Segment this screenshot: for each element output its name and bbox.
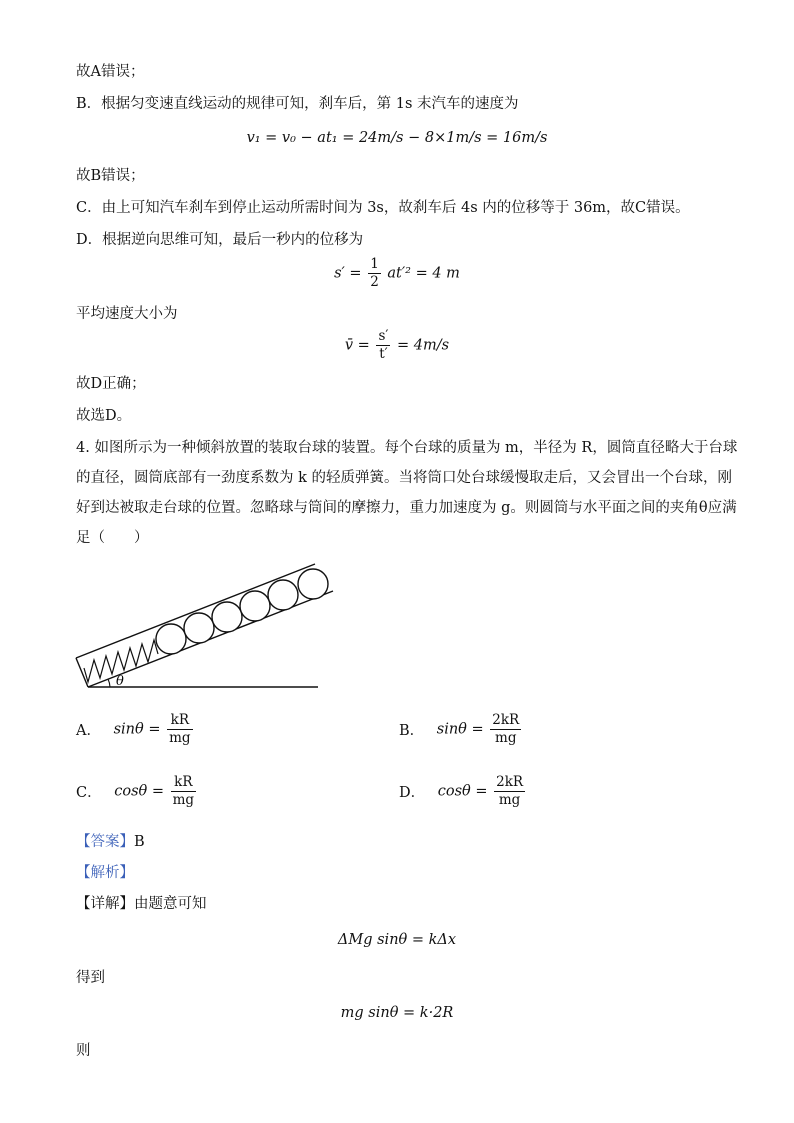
detail-tag: 【详解】 [76,896,134,912]
fraction [376,328,390,363]
question-text: 的直径，圆筒底部有一劲度系数为 k 的轻质弹簧。当将筒口处台球缓慢取走后，又会冒出一个台球，刚 [76,470,733,486]
fraction-numerator: 2kR [492,712,520,728]
text-line: C．由上可知汽车刹车到停止运动所需时间为 3s，故刹车后 4s 内的位移等于 36m，故C错误。 [76,200,690,216]
fraction-denominator: mg [172,792,195,808]
option-label: A． [76,723,101,739]
equation-force-balance [0,930,794,950]
text-line: 故B错误； [76,168,145,184]
ball [240,591,270,621]
fraction [494,774,525,809]
option-label: D． [399,785,426,801]
text-line: 故选D。 [76,408,132,424]
detail-text: 由题意可知 [134,896,207,912]
eq-right: at′² = 4 m [387,265,460,282]
option-func: sinθ = [113,721,161,738]
option-func: cosθ = [114,783,164,800]
fraction-numerator: s′ [378,328,389,344]
question-text: 4. 如图所示为一种倾斜放置的装取台球的装置。每个台球的质量为 m，半径为 R，圆筒直径略大于台球 [76,440,738,456]
equation-text: ΔMg sinθ = kΔx [337,932,457,948]
question-text: 好到达被取走台球的位置。忽略球与筒间的摩擦力，重力加速度为 g。则圆筒与水平面之间的夹角θ应满 [76,500,737,516]
ball [156,624,186,654]
fraction-denominator: t′ [379,346,388,362]
analysis-tag: 【解析】 [76,865,134,881]
equation-text: v₁ = v₀ − at₁ = 24m/s − 8×1m/s = 16m/s [246,130,548,146]
text-line: 故D正确； [76,376,146,392]
fraction-denominator: mg [498,792,521,808]
fraction-denominator: 2 [370,274,379,290]
eq-left: v̄ = [344,337,370,354]
tube-bottom [76,658,88,687]
option-c[interactable] [76,774,198,809]
ball [268,580,298,610]
text-line: 故A错误； [76,64,145,80]
text-line: 平均速度大小为 [76,306,178,322]
option-expression [114,774,198,809]
fraction-denominator: mg [169,730,191,746]
text-line: 则 [76,1043,91,1059]
detail-line [76,894,207,914]
text-line: D．根据逆向思维可知，最后一秒内的位移为 [76,232,364,248]
fraction [171,774,196,809]
fraction [368,256,381,291]
fraction-numerator: 1 [370,256,379,272]
equation-result [0,1003,794,1023]
fraction-numerator: kR [167,712,192,730]
equation-average-velocity [0,328,794,363]
fraction [167,712,192,747]
equation-displacement [0,256,794,291]
question-text: 足（ ） [76,530,149,546]
fraction-numerator: kR [171,774,196,792]
ball [212,602,242,632]
eq-right: = 4m/s [397,337,450,354]
angle-label: θ [116,674,124,689]
option-expression [437,712,523,747]
equation-velocity [0,128,794,148]
answer-value: B [134,834,145,850]
fraction-numerator: 2kR [496,774,524,790]
text-line: B．根据匀变速直线运动的规律可知，刹车后，第 1s 末汽车的速度为 [76,96,519,112]
option-label: B． [399,723,425,739]
equation-text: mg sinθ = k·2R [340,1005,454,1021]
angle-arc [108,679,110,687]
fraction [490,712,521,747]
answer-tag: 【答案】 [76,834,134,850]
option-func: cosθ = [437,783,488,800]
ball [298,569,328,599]
option-b[interactable] [399,712,523,747]
text-line: 得到 [76,970,105,986]
analysis-line [76,863,134,883]
tube-upper-wall [76,564,315,658]
option-expression [114,712,195,747]
option-func: sinθ = [436,721,484,738]
option-label: C． [76,785,102,801]
option-expression [438,774,527,809]
ball [184,613,214,643]
fraction-denominator: mg [495,730,517,746]
incline-tube-figure [70,556,340,696]
eq-left: s′ = [334,265,362,282]
answer-line [76,832,145,852]
option-d[interactable] [399,774,527,809]
option-a[interactable] [76,712,195,747]
